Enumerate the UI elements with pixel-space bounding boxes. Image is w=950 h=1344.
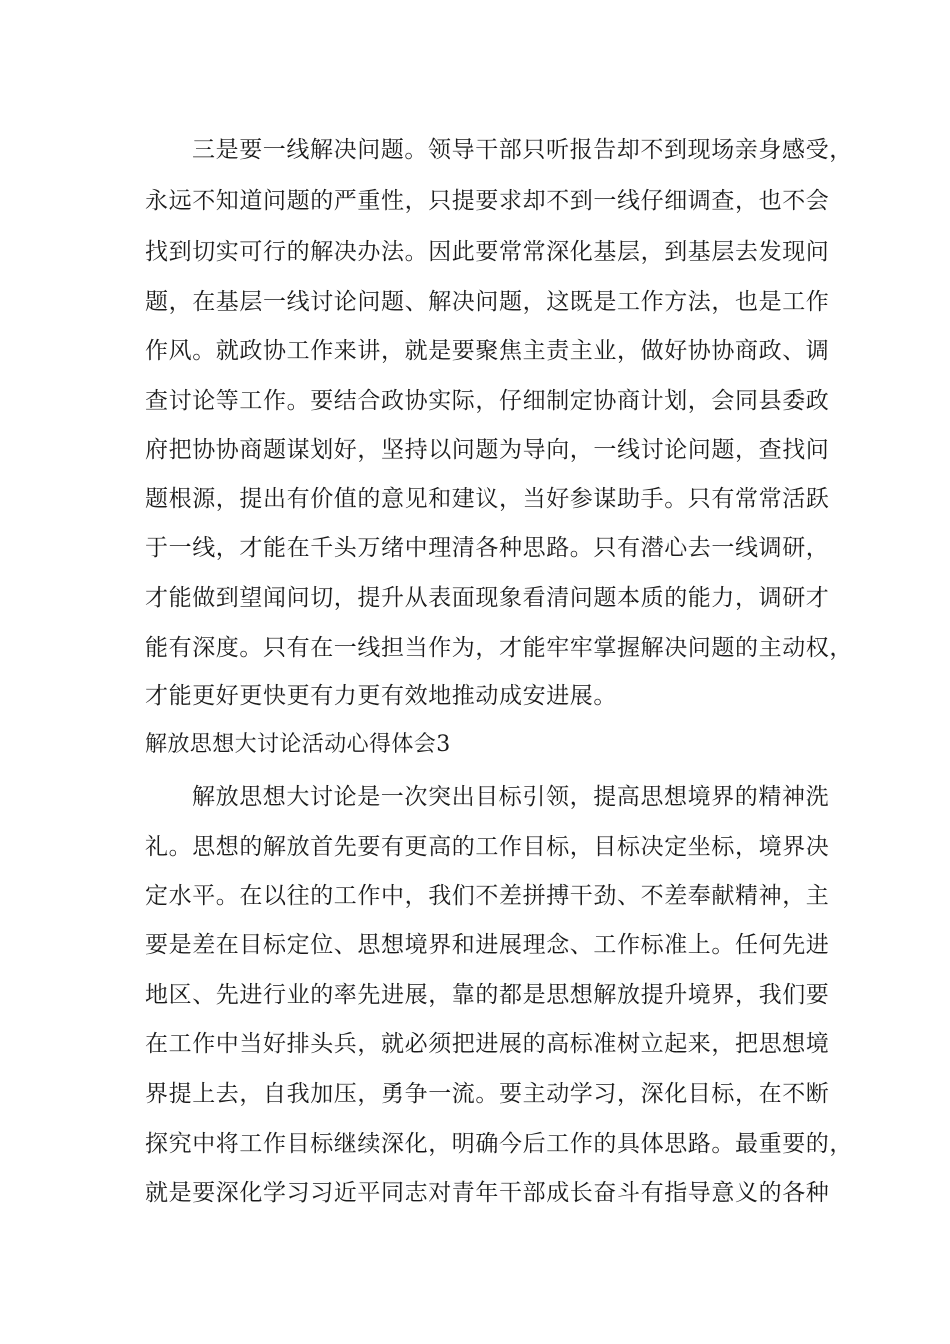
paragraph-2-line: 要是差在目标定位、思想境界和进展理念、工作标准上。任何先进 <box>145 932 830 958</box>
paragraph-2-line: 探究中将工作目标继续深化，明确今后工作的具体思路。最重要的， <box>145 1131 853 1157</box>
section-heading: 解放思想大讨论活动心得体会3 <box>145 732 451 757</box>
paragraph-2-line: 礼。思想的解放首先要有更高的工作目标，目标决定坐标，境界决 <box>145 834 830 860</box>
paragraph-2-line: 定水平。在以往的工作中，我们不差拼搏干劲、不差奉献精神，主 <box>145 883 830 909</box>
paragraph-2-line: 界提上去，自我加压，勇争一流。要主动学习，深化目标，在不断 <box>145 1081 830 1107</box>
paragraph-2-line: 就是要深化学习习近平同志对青年干部成长奋斗有指导意义的各种 <box>145 1180 830 1206</box>
paragraph-1-line: 能有深度。只有在一线担当作为，才能牢牢掌握解决问题的主动权， <box>145 635 853 661</box>
paragraph-1-line: 府把协协商题谋划好，坚持以问题为导向，一线讨论问题，查找问 <box>145 437 830 463</box>
paragraph-1-line: 题，在基层一线讨论问题、解决问题，这既是工作方法，也是工作 <box>145 289 830 315</box>
paragraph-2-line: 在工作中当好排头兵，就必须把进展的高标准树立起来，把思想境 <box>145 1031 830 1057</box>
paragraph-1-line: 找到切实可行的解决办法。因此要常常深化基层，到基层去发现问 <box>145 239 830 265</box>
paragraph-2-line: 解放思想大讨论是一次突出目标引领，提高思想境界的精神洗 <box>192 784 830 810</box>
paragraph-1-line: 作风。就政协工作来讲，就是要聚焦主责主业，做好协协商政、调 <box>145 338 830 364</box>
paragraph-1-line: 才能做到望闻问切，提升从表面现象看清问题本质的能力，调研才 <box>145 585 830 611</box>
paragraph-1-line: 题根源，提出有价值的意见和建议，当好参谋助手。只有常常活跃 <box>145 486 830 512</box>
paragraph-1-line: 查讨论等工作。要结合政协实际，仔细制定协商计划，会同县委政 <box>145 388 830 414</box>
paragraph-1-line: 才能更好更快更有力更有效地推动成安进展。 <box>145 683 617 709</box>
paragraph-1-line: 永远不知道问题的严重性，只提要求却不到一线仔细调查，也不会 <box>145 188 830 214</box>
paragraph-1-line: 三是要一线解决问题。领导干部只听报告却不到现场亲身感受， <box>192 137 853 163</box>
paragraph-2-line: 地区、先进行业的率先进展，靠的都是思想解放提升境界，我们要 <box>145 982 830 1008</box>
paragraph-1-line: 于一线，才能在千头万绪中理清各种思路。只有潜心去一线调研， <box>145 535 830 561</box>
